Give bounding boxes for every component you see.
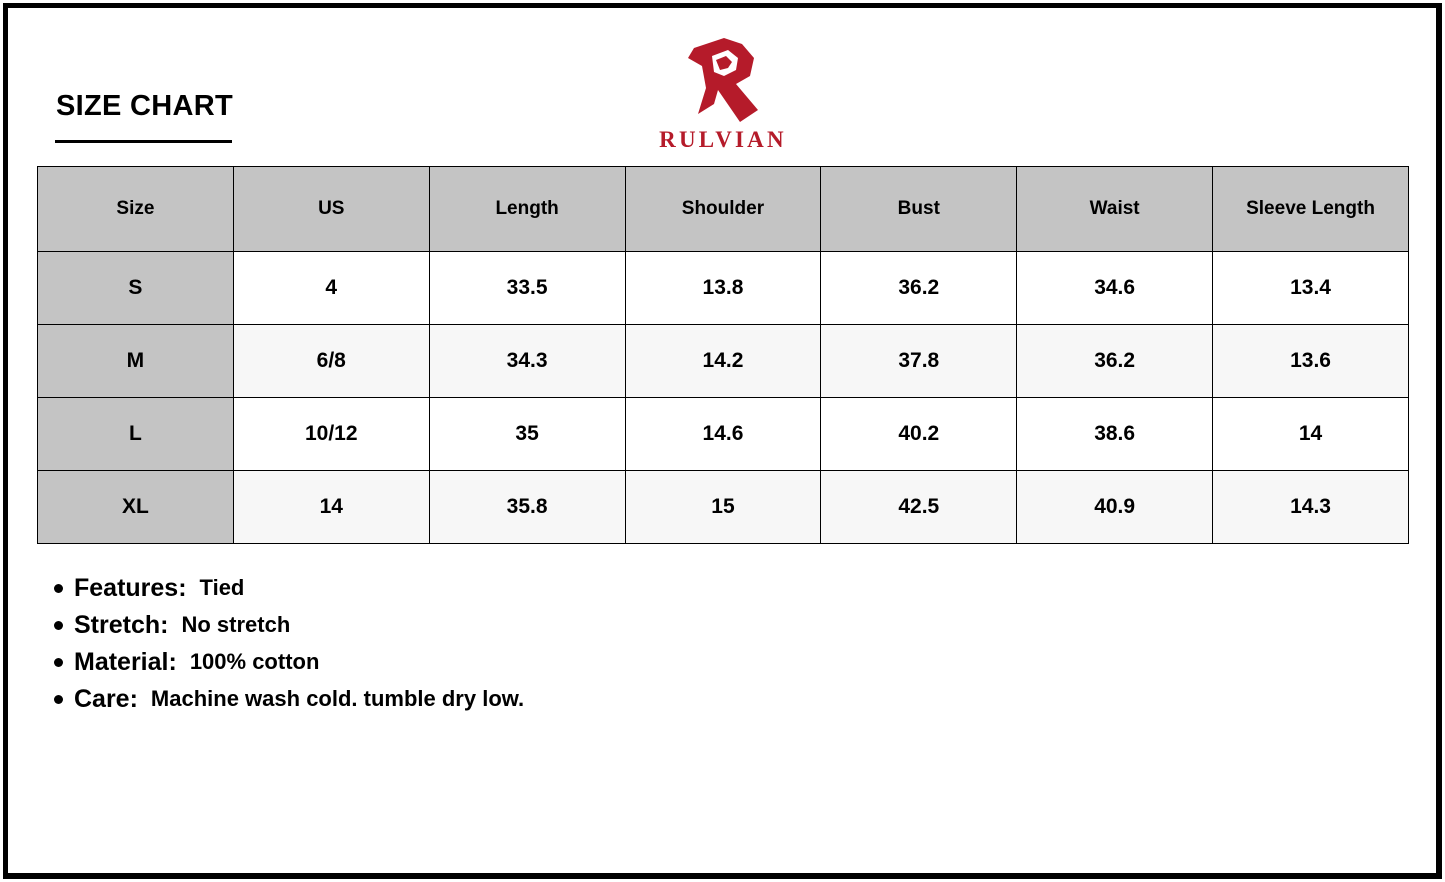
table-cell: 14 bbox=[233, 471, 429, 544]
size-label-cell: M bbox=[38, 325, 234, 398]
table-row bbox=[38, 325, 1409, 398]
table-cell: 13.6 bbox=[1213, 325, 1409, 398]
column-header: Shoulder bbox=[625, 167, 821, 252]
table-row bbox=[38, 252, 1409, 325]
table-cell: 33.5 bbox=[429, 252, 625, 325]
column-header: Sleeve Length bbox=[1213, 167, 1409, 252]
detail-item-care bbox=[54, 685, 524, 722]
table-cell: 34.6 bbox=[1017, 252, 1213, 325]
detail-item-material bbox=[54, 648, 524, 685]
table-cell: 40.9 bbox=[1017, 471, 1213, 544]
table-cell: 35 bbox=[429, 398, 625, 471]
detail-item-features bbox=[54, 574, 524, 611]
column-header: Size bbox=[38, 167, 234, 252]
detail-value: Machine wash cold. tumble dry low. bbox=[150, 686, 525, 711]
table-cell: 36.2 bbox=[821, 252, 1017, 325]
brand-logo bbox=[648, 38, 798, 154]
table-cell: 37.8 bbox=[821, 325, 1017, 398]
product-details-list bbox=[54, 574, 524, 722]
table-header-row bbox=[38, 167, 1409, 252]
bullet-icon bbox=[54, 658, 63, 667]
table-row bbox=[38, 398, 1409, 471]
bullet-icon bbox=[54, 584, 63, 593]
size-label-cell: XL bbox=[38, 471, 234, 544]
table-cell: 36.2 bbox=[1017, 325, 1213, 398]
table-cell: 38.6 bbox=[1017, 398, 1213, 471]
table-cell: 13.4 bbox=[1213, 252, 1409, 325]
page-title: SIZE CHART bbox=[56, 90, 233, 122]
column-header: Length bbox=[429, 167, 625, 252]
detail-value: 100% cotton bbox=[189, 649, 320, 674]
size-label-cell: S bbox=[38, 252, 234, 325]
table-cell: 40.2 bbox=[821, 398, 1017, 471]
detail-label: Material: bbox=[74, 648, 177, 676]
column-header: Waist bbox=[1017, 167, 1213, 252]
table-cell: 4 bbox=[233, 252, 429, 325]
table-cell: 14.6 bbox=[625, 398, 821, 471]
detail-value: Tied bbox=[199, 575, 245, 600]
table-cell: 34.3 bbox=[429, 325, 625, 398]
detail-item-stretch bbox=[54, 611, 524, 648]
bullet-icon bbox=[54, 695, 63, 704]
column-header: Bust bbox=[821, 167, 1017, 252]
table-cell: 6/8 bbox=[233, 325, 429, 398]
table-cell: 15 bbox=[625, 471, 821, 544]
table-row bbox=[38, 471, 1409, 544]
table-cell: 42.5 bbox=[821, 471, 1017, 544]
detail-value: No stretch bbox=[181, 612, 291, 637]
brand-name: RULVIAN bbox=[659, 127, 787, 152]
column-header: US bbox=[233, 167, 429, 252]
title-underline bbox=[55, 140, 232, 143]
table-cell: 35.8 bbox=[429, 471, 625, 544]
detail-label: Features: bbox=[74, 574, 187, 602]
detail-label: Care: bbox=[74, 685, 138, 713]
table-cell: 13.8 bbox=[625, 252, 821, 325]
detail-label: Stretch: bbox=[74, 611, 169, 639]
brand-logo-r-mark-icon bbox=[684, 38, 762, 122]
bullet-icon bbox=[54, 621, 63, 630]
table-cell: 14.3 bbox=[1213, 471, 1409, 544]
size-label-cell: L bbox=[38, 398, 234, 471]
size-table bbox=[37, 166, 1409, 544]
table-cell: 10/12 bbox=[233, 398, 429, 471]
table-cell: 14.2 bbox=[625, 325, 821, 398]
table-cell: 14 bbox=[1213, 398, 1409, 471]
